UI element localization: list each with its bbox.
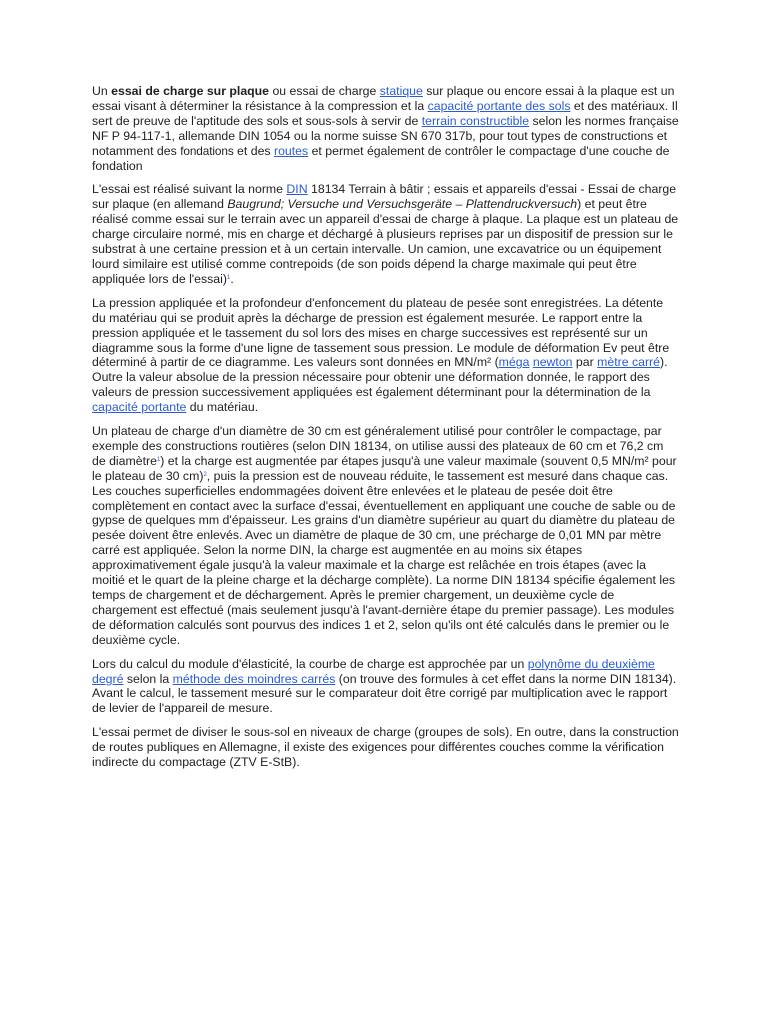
text: selon la <box>123 671 173 686</box>
term-bold: essai de charge sur plaque <box>111 84 270 98</box>
text: ) et peut être réalisé comme essai sur le terrain avec un appareil d'essai de charge à plaque. La plaque est un plateau de charge circulaire normé, mis en charge et déchargé à plusieurs reprises par un dispositif de pression sur le substrat à une certaine pression et à un certain intervalle. Un camion, une excavatrice ou un équipement lourd similaire est utilisé comme contrepoids (de son poids dépend la charge maximale qui peut être appliquée lors de l'essai) <box>92 197 679 286</box>
paragraph-sous-sol <box>92 725 680 770</box>
text: , puis la pression est de nouveau réduite, le tassement est mesuré dans chaque cas. Les couches superficielles endommagées doivent être enlevées et le plateau de pesée doit être complètement en contact avec la surface d'essai, éventuellement en appliquant une couche de sable ou de gypse de quelques mm d'épaisseur. Les grains d'un diamètre supérieur au quart du diamètre du plateau de pesée doivent être enlevés. Avec un diamètre de plaque de 30 cm, une précharge de 0,01 MN par mètre carré est appliquée. Selon la norme DIN, la charge est augmentée en au moins six étapes approximativement égale jusqu'à la valeur maximale et la charge est relâchée en trois étapes (avec la moitié et le quart de la pleine charge et la décharge complète). La norme DIN 18134 spécifie également les temps de chargement et de déchargement. Après le premier chargement, un deuxième cycle de chargement est effectué (mais seulement jusqu'à l'avant-dernière étape du premier passage). Les modules de déformation calculés sont pourvus des indices 1 et 2, selon qu'ils ont été calculés dans le premier ou le deuxième cycle. <box>92 468 676 647</box>
link-metre-carre[interactable]: mètre carré <box>597 355 660 370</box>
text: 18134 Terrain à bâtir ; essais et appareils d'essai - Essai de charge sur plaque (en allemand <box>92 182 677 212</box>
article-body <box>92 84 680 779</box>
text: et permet également de contrôler le compactage d'une couche de fondation <box>92 143 670 173</box>
text: . <box>230 271 234 286</box>
paragraph-plateau <box>92 424 680 648</box>
text: (on trouve des formules à cet effet dans la norme DIN 18134). Avant le calcul, le tassement mesuré sur le comparateur doit être corrigé par multiplication avec le rapport de levier de l'appareil de mesure. <box>92 671 677 716</box>
footnote-ref[interactable]: 2 <box>203 471 207 478</box>
link-capacite-portante-des-sols[interactable]: capacité portante des sols <box>427 98 571 113</box>
text-fondations: fondations <box>180 143 234 158</box>
paragraph-calcul <box>92 657 680 717</box>
text: et des matériaux. Il sert de preuve de l'aptitude des sols et sous-sols à servir de <box>92 98 678 128</box>
link-routes[interactable]: routes <box>273 143 309 158</box>
paragraph-norme <box>92 182 680 286</box>
link-din[interactable]: DIN <box>286 182 308 197</box>
text: sur plaque ou encore essai à la plaque est un essai visant à déterminer la résistance à la compression et la <box>92 84 675 113</box>
text: par <box>572 355 598 370</box>
link-newton[interactable]: newton <box>532 355 573 370</box>
text: L'essai permet de diviser le sous-sol en niveaux de charge (groupes de sols). En outre, dans la construction de routes publiques en Allemagne, il existe des exigences pour différentes couches comme la vérification indirecte du compactage (ZTV E-StB). <box>92 725 679 770</box>
text: et des <box>233 143 274 158</box>
paragraph-intro <box>92 84 680 173</box>
text: Un plateau de charge d'un diamètre de 30 cm est généralement utilisé pour contrôler le compactage, par exemple des constructions routières (selon DIN 18134, on utilise aussi des plateaux de 60 cm et 76,2 cm de diamètre <box>92 424 664 468</box>
footnote-ref[interactable]: 1 <box>156 456 161 463</box>
text: ). Outre la valeur absolue de la pression nécessaire pour obtenir une déformation donnée, le rapport des valeurs de pression successivement appliquées est également déterminant pour la détermination de la <box>92 355 668 400</box>
text: du matériau. <box>186 400 259 415</box>
text: L'essai est réalisé suivant la norme <box>92 182 287 197</box>
paragraph-pression <box>92 296 680 415</box>
link-terrain-constructible[interactable]: terrain constructible <box>421 113 530 128</box>
link-methode-des-moindres-carres[interactable]: méthode des moindres carrés <box>172 671 336 686</box>
text: ) et la charge est augmentée par étapes jusqu'à une valeur maximale (souvent 0,5 MN/m² pour le plateau de 30 cm) <box>92 453 677 483</box>
link-capacite-portante[interactable]: capacité portante <box>92 400 187 415</box>
link-polynome-du-deuxieme-degre[interactable]: polynôme du deuxième degré <box>92 656 655 686</box>
text: Lors du calcul du module d'élasticité, la courbe de charge est approchée par un <box>92 656 528 671</box>
link-statique[interactable]: statique <box>379 84 423 98</box>
link-mega[interactable]: méga <box>498 355 530 370</box>
text: selon les normes française NF P 94-117-1, allemande DIN 1054 ou la norme suisse SN 670 317b, pour tout types de constructions et notamment des <box>92 113 679 158</box>
text-italic-german-title: Baugrund; Versuche und Versuchsgeräte – Plattendruckversuch <box>227 197 578 212</box>
footnote-ref[interactable]: 1 <box>226 274 231 281</box>
text: Un <box>92 84 112 98</box>
text: ou essai de charge <box>269 84 380 98</box>
text: La pression appliquée et la profondeur d'enfoncement du plateau de pesée sont enregistrées. La détente du matériau qui se produit après la décharge de pression est également mesurée. Le rapport entre la pression appliquée et le tassement du sol lors des mises en charge successives est représenté sur un diagramme sous la forme d'une ligne de tassement sous pression. Le module de déformation Ev peut être déterminé à partir de ce diagramme. Les valeurs sont données en MN/m² ( <box>92 295 670 370</box>
